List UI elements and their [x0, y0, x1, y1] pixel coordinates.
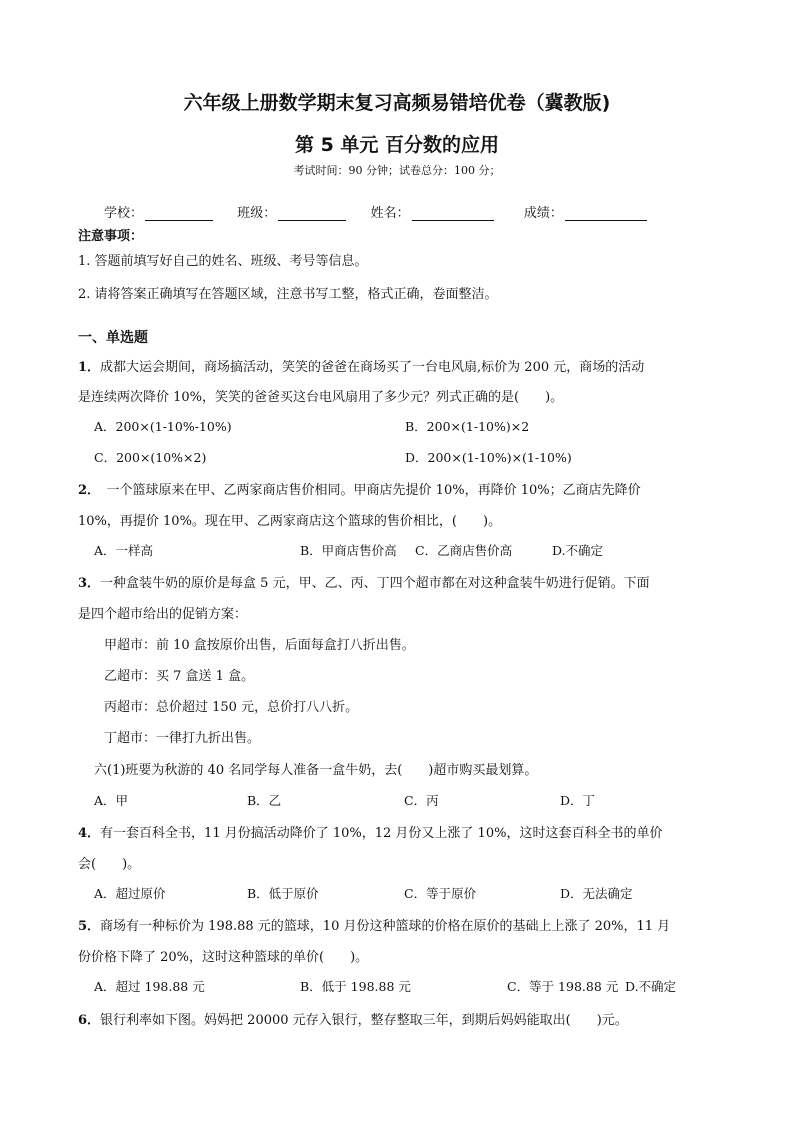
option-c[interactable]: C．200×(10%×2)	[94, 450, 207, 465]
promo-item: 甲超市：前 10 盒按原价出售，后面每盒打八折出售。	[104, 638, 415, 653]
class-label: 班级：	[237, 206, 277, 221]
option-a[interactable]: A．甲	[94, 793, 129, 808]
option-d[interactable]: D．200×(1-10%)×(1-10%)	[405, 450, 572, 465]
question-5-line: 份价格下降了 20%，这时这种篮球的单价( )。	[78, 950, 369, 965]
question-3-line: 3．一种盒装牛奶的原价是每盒 5 元，甲、乙、丙、丁四个超市都在对这种盒装牛奶进行促销。下面	[78, 576, 650, 591]
score-blank[interactable]	[565, 206, 647, 221]
school-blank[interactable]	[145, 206, 213, 221]
option-b[interactable]: B．低于原价	[247, 886, 319, 901]
score-label: 成绩：	[523, 206, 563, 221]
option-b[interactable]: B．200×(1-10%)×2	[405, 419, 530, 434]
name-label: 姓名：	[370, 206, 410, 221]
promo-item: 丙超市：总价超过 150 元，总价打八八折。	[104, 700, 359, 715]
option-c[interactable]: C．等于 198.88 元	[507, 979, 619, 994]
note-item: 2. 请将答案正确填写在答题区域，注意书写工整，格式正确，卷面整洁。	[78, 287, 498, 302]
school-label: 学校：	[104, 206, 144, 221]
option-a[interactable]: A．超过原价	[94, 886, 166, 901]
question-2-line: 2． 一个篮球原来在甲、乙两家商店售价相同。甲商店先提价 10%，再降价 10%；乙商店先降价	[78, 483, 641, 498]
question-6-line: 6．银行利率如下图。妈妈把 20000 元存入银行，整存整取三年，到期后妈妈能取出( )元。	[78, 1013, 628, 1028]
promo-item: 乙超市：买 7 盒送 1 盒。	[104, 669, 255, 684]
section-heading: 一、单选题	[78, 330, 148, 346]
option-a[interactable]: A．一样高	[94, 543, 154, 558]
student-info-row	[104, 202, 647, 221]
option-d[interactable]: D．丁	[560, 793, 596, 808]
name-blank[interactable]	[412, 206, 494, 221]
question-3-prompt: 六(1)班要为秋游的 40 名同学每人准备一盒牛奶，去( )超市购买最划算。	[94, 763, 538, 778]
option-c[interactable]: C．丙	[404, 793, 439, 808]
option-a[interactable]: A．200×(1-10%-10%)	[94, 419, 232, 434]
question-4-line: 会( )。	[78, 857, 141, 872]
option-d[interactable]: D.不确定	[552, 543, 604, 558]
question-1-line: 1．成都大运会期间，商场搞活动，笑笑的爸爸在商场买了一台电风扇,标价为 200 元，商场的活动	[78, 360, 645, 375]
promo-item: 丁超市：一律打九折出售。	[104, 731, 261, 746]
class-blank[interactable]	[278, 206, 346, 221]
unit-subtitle: 第 5 单元 百分数的应用	[294, 134, 500, 156]
option-b[interactable]: B．甲商店售价高	[300, 543, 397, 558]
exam-title: 六年级上册数学期末复习高频易错培优卷（冀教版)	[183, 92, 611, 114]
question-5-line: 5．商场有一种标价为 198.88 元的篮球，10 月份这种篮球的价格在原价的基础上上涨了 20%，11 月	[78, 919, 671, 934]
option-d[interactable]: D．无法确定	[560, 886, 633, 901]
option-b[interactable]: B．低于 198.88 元	[300, 979, 411, 994]
question-3-line: 是四个超市给出的促销方案：	[78, 607, 248, 622]
question-2-line: 10%，再提价 10%。现在甲、乙两家商店这个篮球的售价相比，( )。	[78, 514, 502, 529]
option-d[interactable]: D.不确定	[625, 979, 677, 994]
question-1-line: 是连续两次降价 10%，笑笑的爸爸买这台电风扇用了多少元？列式正确的是( )。	[78, 390, 564, 405]
option-a[interactable]: A．超过 198.88 元	[94, 979, 205, 994]
question-4-line: 4．有一套百科全书，11 月份搞活动降价了 10%，12 月份又上涨了 10%，这时这套百科全书的单价	[78, 826, 663, 841]
notes-heading: 注意事项：	[78, 229, 144, 244]
option-c[interactable]: C．乙商店售价高	[415, 543, 513, 558]
option-b[interactable]: B．乙	[247, 793, 282, 808]
exam-info: 考试时间：90 分钟；试卷总分：100 分；	[293, 164, 501, 177]
option-c[interactable]: C．等于原价	[404, 886, 477, 901]
note-item: 1. 答题前填写好自己的姓名、班级、考号等信息。	[78, 254, 368, 269]
